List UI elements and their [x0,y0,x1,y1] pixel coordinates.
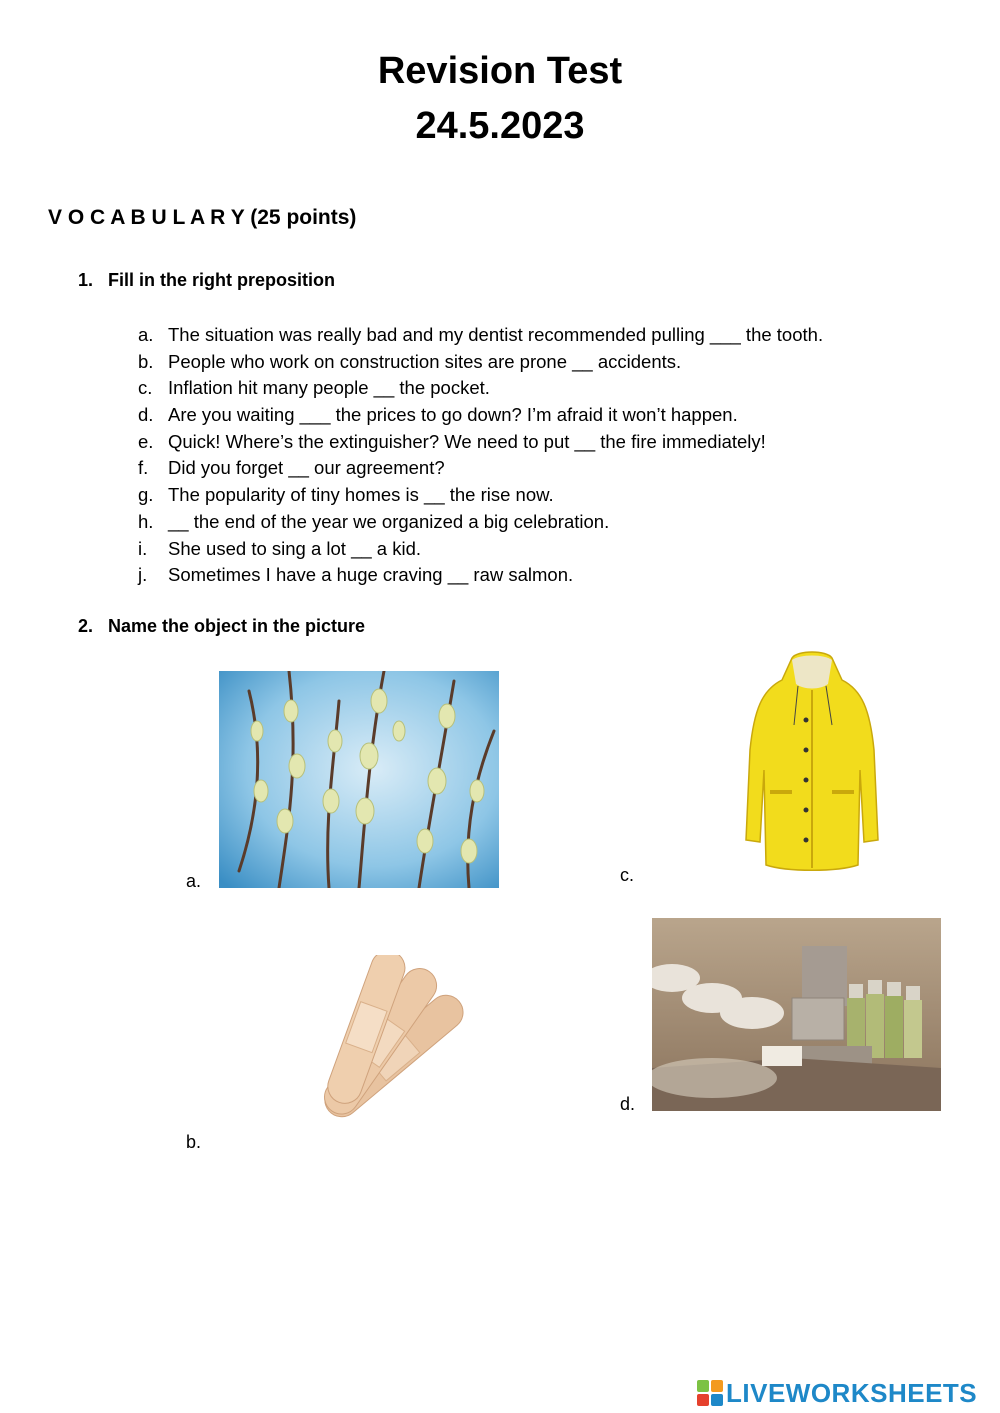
task2-number: 2. [78,616,94,636]
item-letter: g. [138,484,154,506]
item-text: Sometimes I have a huge craving __ raw salmon. [168,564,574,586]
list-item [138,349,823,376]
item-text: People who work on construction sites are prone __ accidents. [168,350,682,372]
section-heading: V O C A B U L A R Y (25 points) [48,206,357,229]
list-item [138,536,823,563]
picture-label-a: a. [186,871,202,891]
item-letter: f. [138,457,149,479]
list-item [138,509,823,536]
item-text: Inflation hit many people __ the pocket. [168,377,490,399]
item-text: __ the end of the year we organized a big celebration. [168,510,610,532]
raincoat-picture [742,650,882,880]
task1-number: 1. [78,270,94,290]
item-letter: j. [138,564,148,586]
logo-mark [697,1380,723,1406]
picture-label-d: d. [620,1094,636,1114]
task1-heading [78,270,335,291]
picture-label-b: b. [186,1132,202,1152]
item-text: The popularity of tiny homes is __ the rise now. [168,484,554,506]
toiletries-picture [652,918,941,1111]
item-text: The situation was really bad and my dentist recommended pulling ___ the tooth. [168,324,824,345]
item-letter: b. [138,350,154,372]
picture-label-c: c. [620,865,635,885]
logo-text: LIVEWORKSHEETS [726,1377,978,1408]
list-item [138,322,823,349]
page-date: 24.5.2023 [415,105,585,147]
item-letter: a. [138,324,154,345]
item-letter: e. [138,430,154,452]
pussy-willow-picture [219,671,499,888]
item-text: Did you forget __ our agreement? [168,457,445,479]
item-letter: c. [138,377,153,399]
list-item [138,482,823,509]
page-title: Revision Test [377,50,623,92]
item-letter: i. [138,537,148,559]
list-item [138,402,823,429]
item-text: She used to sing a lot __ a kid. [168,537,422,559]
list-item [138,455,823,482]
list-item [138,429,823,456]
preposition-list [138,322,823,589]
item-text: Are you waiting ___ the prices to go down? I’m afraid it won’t happen. [168,404,738,426]
item-text: Quick! Where’s the extinguisher? We need to put __ the fire immediately! [168,430,766,452]
liveworksheets-logo [697,1377,997,1409]
list-item [138,562,823,589]
item-letter: h. [138,510,154,532]
task2-heading [78,616,365,637]
task1-heading-text: Fill in the right preposition [108,270,335,290]
bandages-picture [293,955,468,1135]
task2-heading-text: Name the object in the picture [108,616,366,636]
list-item [138,375,823,402]
item-letter: d. [138,404,154,426]
